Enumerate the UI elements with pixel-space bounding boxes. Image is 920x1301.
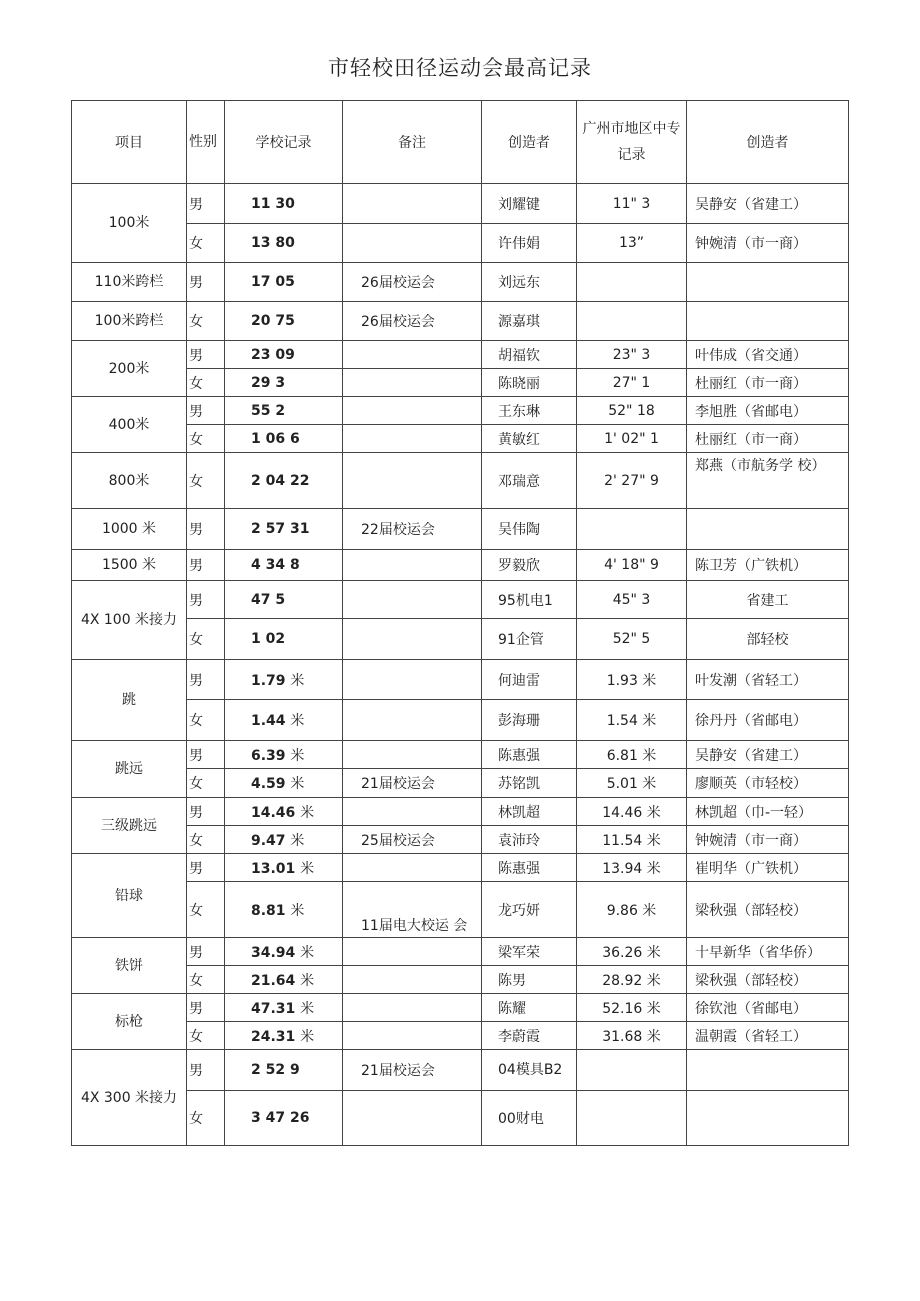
creator-cell: 04模具B2 [482, 1050, 577, 1091]
sex-cell: 男 [187, 397, 225, 425]
creator-cell: 苏铭凯 [482, 769, 577, 798]
note-cell: 21届校运会 [343, 1050, 482, 1091]
gz-creator-cell: 梁秋强（部轻校） [687, 966, 849, 994]
table-row [72, 994, 849, 1022]
table-row [72, 660, 849, 700]
table-row [72, 798, 849, 826]
gz-creator-cell: 郑燕（市航务学 校） [687, 453, 849, 509]
sex-cell: 女 [187, 619, 225, 660]
school-record-value: 17 05 [251, 274, 295, 290]
event-cell: 400米 [72, 397, 187, 453]
gz-record-cell [577, 509, 687, 550]
gz-creator-cell: 李旭胜（省邮电） [687, 397, 849, 425]
table-row [72, 263, 849, 302]
school-record-unit: 米 [290, 672, 305, 689]
gz-record-cell: 45" 3 [577, 581, 687, 619]
school-record-cell [225, 550, 343, 581]
school-record-cell [225, 184, 343, 224]
gz-creator-cell: 钟婉清（市一商） [687, 826, 849, 854]
header-school-record: 学校记录 [225, 101, 343, 184]
sex-cell: 男 [187, 184, 225, 224]
gz-creator-cell [687, 1091, 849, 1146]
gz-record-cell: 4' 18" 9 [577, 550, 687, 581]
header-gz-record: 广州市地区中专记录 [577, 101, 687, 184]
creator-cell: 陈耀 [482, 994, 577, 1022]
table-row [72, 619, 849, 660]
table-row [72, 769, 849, 798]
table-row [72, 550, 849, 581]
school-record-value: 2 57 31 [251, 521, 310, 537]
school-record-value: 2 52 9 [251, 1062, 300, 1078]
note-cell: 11届电大校运 会 [343, 882, 482, 938]
event-cell: 跳远 [72, 741, 187, 798]
school-record-unit: 米 [290, 902, 305, 919]
school-record-cell [225, 1022, 343, 1050]
sex-cell: 女 [187, 453, 225, 509]
school-record-unit: 米 [290, 747, 305, 764]
gz-creator-cell: 省建工 [687, 581, 849, 619]
school-record-cell [225, 798, 343, 826]
event-cell: 110米跨栏 [72, 263, 187, 302]
table-row [72, 509, 849, 550]
event-cell: 三级跳远 [72, 798, 187, 854]
school-record-cell [225, 302, 343, 341]
school-record-value: 2 04 22 [251, 472, 310, 489]
school-record-value: 23 09 [251, 346, 295, 363]
sex-cell: 男 [187, 994, 225, 1022]
gz-creator-cell: 徐丹丹（省邮电） [687, 700, 849, 741]
school-record-unit: 米 [290, 776, 305, 792]
sex-cell: 男 [187, 1050, 225, 1091]
sex-cell: 女 [187, 224, 225, 263]
header-sex: 性别 [187, 101, 225, 184]
school-record-cell [225, 224, 343, 263]
gz-record-cell: 11" 3 [577, 184, 687, 224]
creator-cell: 陈男 [482, 966, 577, 994]
sex-cell: 女 [187, 826, 225, 854]
creator-cell: 胡福钦 [482, 341, 577, 369]
school-record-value: 47.31 [251, 1000, 296, 1017]
sex-cell: 女 [187, 966, 225, 994]
gz-record-cell: 1.93 米 [577, 660, 687, 700]
table-row [72, 453, 849, 509]
gz-creator-cell: 林凯超（巾-一轻） [687, 798, 849, 826]
creator-cell: 王东琳 [482, 397, 577, 425]
sex-cell: 男 [187, 798, 225, 826]
table-row [72, 700, 849, 741]
event-cell: 铁饼 [72, 938, 187, 994]
school-record-cell [225, 453, 343, 509]
school-record-unit: 米 [300, 1000, 315, 1017]
gz-record-cell: 9.86 米 [577, 882, 687, 938]
school-record-cell [225, 700, 343, 741]
creator-cell: 陈惠强 [482, 854, 577, 882]
note-cell: 25届校运会 [343, 826, 482, 854]
school-record-cell [225, 397, 343, 425]
school-record-cell [225, 619, 343, 660]
gz-creator-cell: 陈卫芳（广铁机） [687, 550, 849, 581]
school-record-cell [225, 966, 343, 994]
gz-record-cell: 28.92 米 [577, 966, 687, 994]
event-cell: 铅球 [72, 854, 187, 938]
gz-creator-cell: 吴静安（省建工） [687, 741, 849, 769]
creator-cell: 邓瑞意 [482, 453, 577, 509]
table-row [72, 854, 849, 882]
sex-cell: 女 [187, 700, 225, 741]
sex-cell: 男 [187, 509, 225, 550]
note-cell [343, 660, 482, 700]
school-record-value: 4 34 8 [251, 557, 300, 573]
school-record-value: 6.39 [251, 747, 286, 764]
gz-creator-cell: 钟婉清（市一商） [687, 224, 849, 263]
gz-record-cell: 27" 1 [577, 369, 687, 397]
school-record-value: 55 2 [251, 402, 286, 419]
gz-record-cell [577, 263, 687, 302]
gz-creator-cell: 部轻校 [687, 619, 849, 660]
gz-record-cell: 6.81 米 [577, 741, 687, 769]
school-record-unit: 米 [290, 832, 305, 849]
event-cell: 1000 米 [72, 509, 187, 550]
school-record-value: 3 47 26 [251, 1110, 310, 1126]
creator-cell: 李蔚霞 [482, 1022, 577, 1050]
school-record-cell [225, 660, 343, 700]
note-cell [343, 453, 482, 509]
school-record-cell [225, 938, 343, 966]
school-record-cell [225, 1050, 343, 1091]
creator-cell: 何迪雷 [482, 660, 577, 700]
event-cell: 200米 [72, 341, 187, 397]
gz-creator-cell: 梁秋强（部轻校） [687, 882, 849, 938]
school-record-value: 13 80 [251, 235, 295, 251]
school-record-value: 9.47 [251, 832, 286, 849]
school-record-cell [225, 826, 343, 854]
event-cell: 100米 [72, 184, 187, 263]
note-cell [343, 700, 482, 741]
table-row [72, 882, 849, 938]
creator-cell: 刘耀键 [482, 184, 577, 224]
creator-cell: 黄敏红 [482, 425, 577, 453]
event-cell: 1500 米 [72, 550, 187, 581]
school-record-value: 1 02 [251, 631, 286, 647]
note-cell [343, 341, 482, 369]
school-record-value: 8.81 [251, 902, 286, 919]
school-record-cell [225, 741, 343, 769]
event-cell: 标枪 [72, 994, 187, 1050]
sex-cell: 女 [187, 302, 225, 341]
school-record-unit: 米 [300, 1028, 315, 1045]
gz-creator-cell: 温朝霞（省轻工） [687, 1022, 849, 1050]
school-record-value: 13.01 [251, 860, 296, 877]
school-record-value: 1 06 6 [251, 430, 300, 447]
event-cell: 100米跨栏 [72, 302, 187, 341]
sex-cell: 男 [187, 938, 225, 966]
table-row [72, 302, 849, 341]
table-row [72, 1091, 849, 1146]
table-row [72, 741, 849, 769]
school-record-cell [225, 425, 343, 453]
event-cell: 跳 [72, 660, 187, 741]
note-cell [343, 1091, 482, 1146]
note-cell [343, 581, 482, 619]
gz-record-cell: 23" 3 [577, 341, 687, 369]
gz-creator-cell: 叶发潮（省轻工） [687, 660, 849, 700]
school-record-value: 34.94 [251, 944, 296, 961]
school-record-value: 29 3 [251, 374, 286, 391]
table-row [72, 966, 849, 994]
creator-cell: 梁军荣 [482, 938, 577, 966]
gz-creator-cell: 崔明华（广铁机） [687, 854, 849, 882]
note-cell [343, 369, 482, 397]
table-row [72, 397, 849, 425]
gz-creator-cell: 杜丽红（市一商） [687, 369, 849, 397]
sex-cell: 男 [187, 854, 225, 882]
school-record-cell [225, 341, 343, 369]
event-cell: 800米 [72, 453, 187, 509]
table-row [72, 938, 849, 966]
school-record-value: 20 75 [251, 313, 295, 329]
gz-record-cell [577, 302, 687, 341]
gz-creator-cell: 杜丽红（市一商） [687, 425, 849, 453]
note-cell [343, 966, 482, 994]
creator-cell: 罗毅欣 [482, 550, 577, 581]
gz-record-cell: 14.46 米 [577, 798, 687, 826]
school-record-cell [225, 769, 343, 798]
school-record-cell [225, 263, 343, 302]
table-row [72, 1050, 849, 1091]
note-cell [343, 224, 482, 263]
gz-creator-cell: 吴静安（省建工） [687, 184, 849, 224]
gz-record-cell: 52.16 米 [577, 994, 687, 1022]
school-record-value: 47 5 [251, 591, 286, 608]
header-creator: 创造者 [482, 101, 577, 184]
note-cell [343, 397, 482, 425]
header-row [72, 101, 849, 184]
gz-creator-cell [687, 263, 849, 302]
gz-creator-cell: 叶伟成（省交通） [687, 341, 849, 369]
gz-creator-cell: 廖顺英（市轻校） [687, 769, 849, 798]
note-cell [343, 1022, 482, 1050]
gz-record-cell: 1.54 米 [577, 700, 687, 741]
table-row [72, 581, 849, 619]
page-title: 市轻校田径运动会最高记录 [328, 56, 592, 80]
sex-cell: 男 [187, 741, 225, 769]
school-record-value: 11 30 [251, 195, 295, 212]
school-record-value: 24.31 [251, 1028, 296, 1045]
gz-record-cell: 52" 5 [577, 619, 687, 660]
note-cell [343, 994, 482, 1022]
creator-cell: 龙巧妍 [482, 882, 577, 938]
school-record-cell [225, 369, 343, 397]
note-cell [343, 619, 482, 660]
note-cell [343, 550, 482, 581]
table-row [72, 224, 849, 263]
table-row [72, 369, 849, 397]
gz-creator-cell [687, 509, 849, 550]
gz-record-cell: 13.94 米 [577, 854, 687, 882]
gz-creator-cell [687, 1050, 849, 1091]
creator-cell: 陈惠强 [482, 741, 577, 769]
note-cell: 22届校运会 [343, 509, 482, 550]
school-record-cell [225, 882, 343, 938]
gz-record-cell: 52" 18 [577, 397, 687, 425]
gz-record-cell: 36.26 米 [577, 938, 687, 966]
sex-cell: 男 [187, 341, 225, 369]
sex-cell: 女 [187, 882, 225, 938]
event-cell: 4X 100 米接力 [72, 581, 187, 660]
gz-creator-cell [687, 302, 849, 341]
sex-cell: 男 [187, 263, 225, 302]
school-record-cell [225, 509, 343, 550]
school-record-unit: 米 [300, 944, 315, 961]
school-record-cell [225, 854, 343, 882]
note-cell: 26届校运会 [343, 263, 482, 302]
sex-cell: 男 [187, 581, 225, 619]
header-gz-creator: 创造者 [687, 101, 849, 184]
sex-cell: 女 [187, 369, 225, 397]
records-table [71, 100, 849, 1146]
records-body [72, 184, 849, 1146]
table-row [72, 341, 849, 369]
school-record-unit: 米 [300, 804, 315, 821]
gz-record-cell: 11.54 米 [577, 826, 687, 854]
gz-record-cell: 13” [577, 224, 687, 263]
creator-cell: 源嘉琪 [482, 302, 577, 341]
gz-record-cell [577, 1091, 687, 1146]
sex-cell: 女 [187, 769, 225, 798]
note-cell: 21届校运会 [343, 769, 482, 798]
creator-cell: 袁沛玲 [482, 826, 577, 854]
school-record-value: 14.46 [251, 804, 296, 821]
gz-creator-cell: 十早新华（省华侨） [687, 938, 849, 966]
sex-cell: 女 [187, 1091, 225, 1146]
school-record-value: 21.64 [251, 972, 296, 989]
note-cell [343, 798, 482, 826]
note-cell [343, 184, 482, 224]
table-row [72, 184, 849, 224]
creator-cell: 00财电 [482, 1091, 577, 1146]
gz-record-cell [577, 1050, 687, 1091]
table-row [72, 1022, 849, 1050]
creator-cell: 刘远东 [482, 263, 577, 302]
gz-record-cell: 5.01 米 [577, 769, 687, 798]
note-cell [343, 938, 482, 966]
sex-cell: 女 [187, 425, 225, 453]
note-cell [343, 741, 482, 769]
creator-cell: 陈晓丽 [482, 369, 577, 397]
school-record-value: 4.59 [251, 776, 286, 792]
gz-creator-cell: 徐钦池（省邮电） [687, 994, 849, 1022]
gz-record-cell: 2' 27" 9 [577, 453, 687, 509]
school-record-value: 1.79 [251, 672, 286, 689]
sex-cell: 男 [187, 660, 225, 700]
creator-cell: 91企管 [482, 619, 577, 660]
note-cell [343, 854, 482, 882]
creator-cell: 林凯超 [482, 798, 577, 826]
sex-cell: 男 [187, 550, 225, 581]
event-cell: 4X 300 米接力 [72, 1050, 187, 1146]
gz-record-cell: 31.68 米 [577, 1022, 687, 1050]
table-row [72, 826, 849, 854]
school-record-cell [225, 994, 343, 1022]
gz-record-cell: 1' 02" 1 [577, 425, 687, 453]
school-record-cell [225, 581, 343, 619]
header-note: 备注 [343, 101, 482, 184]
school-record-unit: 米 [300, 860, 315, 877]
table-row [72, 425, 849, 453]
school-record-cell [225, 1091, 343, 1146]
note-cell: 26届校运会 [343, 302, 482, 341]
creator-cell: 彭海珊 [482, 700, 577, 741]
header-event: 项目 [72, 101, 187, 184]
school-record-unit: 米 [290, 713, 305, 729]
school-record-value: 1.44 [251, 713, 286, 729]
creator-cell: 吴伟陶 [482, 509, 577, 550]
school-record-unit: 米 [300, 972, 315, 989]
note-cell [343, 425, 482, 453]
creator-cell: 95机电1 [482, 581, 577, 619]
creator-cell: 许伟娟 [482, 224, 577, 263]
sex-cell: 女 [187, 1022, 225, 1050]
